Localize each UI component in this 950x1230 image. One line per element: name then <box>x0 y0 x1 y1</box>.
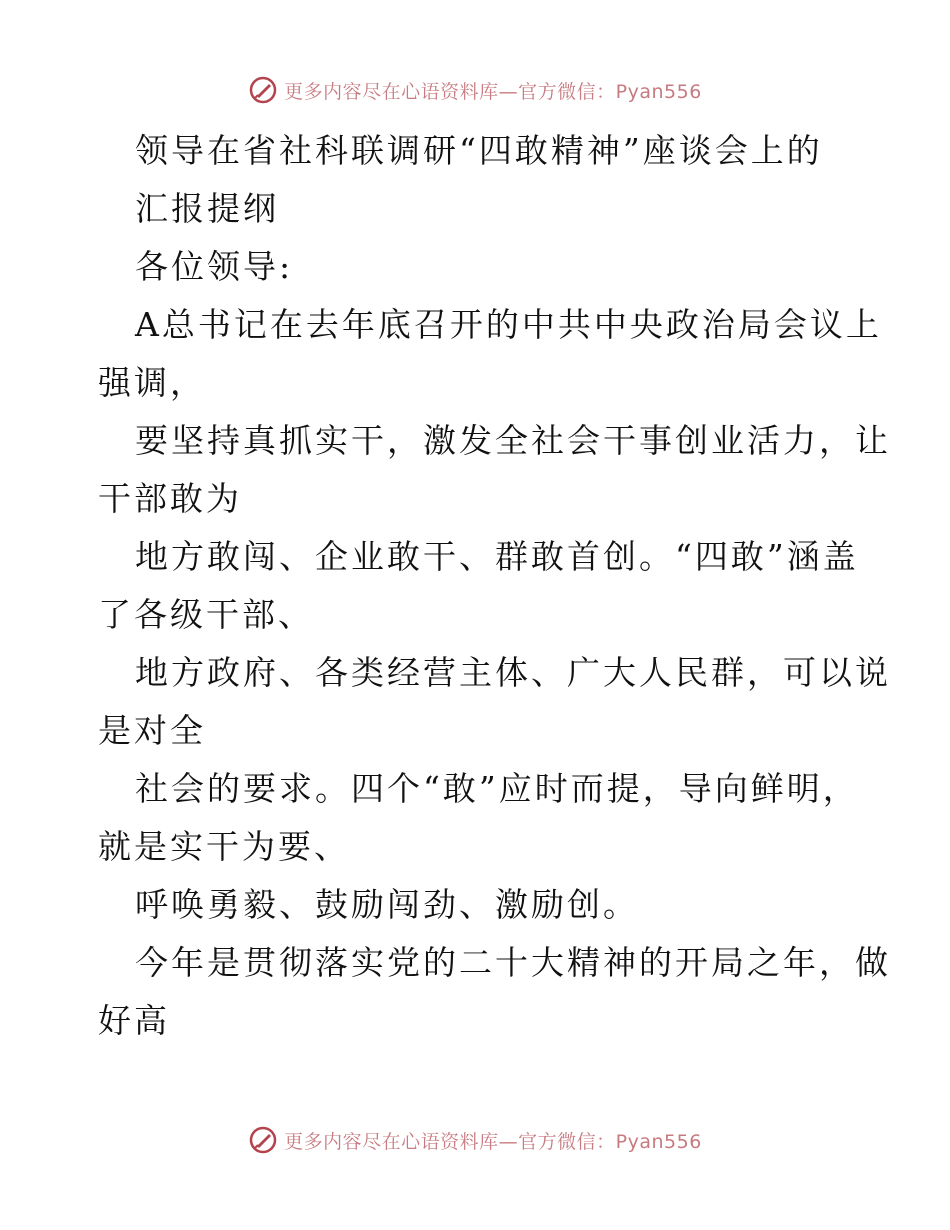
text-line: 干部敢为 <box>98 479 242 518</box>
text-line: 强调， <box>98 363 206 402</box>
text-line: A总书记在去年底召开的中共中央政治局会议上 <box>135 305 882 344</box>
text-line: 今年是贯彻落实党的二十大精神的开局之年，做 <box>135 943 891 982</box>
text-line: 社会的要求。四个“敢”应时而提，导向鲜明， <box>135 769 859 808</box>
text-line: 汇报提纲 <box>135 189 279 228</box>
text-line: 领导在省社科联调研“四敢精神”座谈会上的 <box>135 131 823 170</box>
text-line: 了各级干部、 <box>98 595 314 634</box>
footer-watermark-text: 更多内容尽在心语资料库—官方微信：Pyan556 <box>284 1130 702 1153</box>
text-line: 要坚持真抓实干，激发全社会干事创业活力，让 <box>135 421 891 460</box>
text-line: 是对全 <box>98 711 206 750</box>
text-line: 好高 <box>98 1001 170 1040</box>
header-watermark <box>0 70 950 110</box>
footer-watermark <box>0 1120 950 1160</box>
text-line: 地方敢闯、企业敢干、群敢首创。“四敢”涵盖 <box>135 537 859 576</box>
header-watermark-text: 更多内容尽在心语资料库—官方微信：Pyan556 <box>284 80 702 103</box>
text-line: 就是实干为要、 <box>98 827 350 866</box>
text-line: 地方政府、各类经营主体、广大人民群，可以说 <box>135 653 891 692</box>
quill-pen-logo-icon <box>248 75 278 105</box>
quill-pen-logo-icon <box>248 1125 278 1155</box>
document-body <box>98 122 891 1050</box>
text-line: 各位领导: <box>135 247 294 286</box>
text-line: 呼唤勇毅、鼓励闯劲、激励创。 <box>135 885 639 924</box>
